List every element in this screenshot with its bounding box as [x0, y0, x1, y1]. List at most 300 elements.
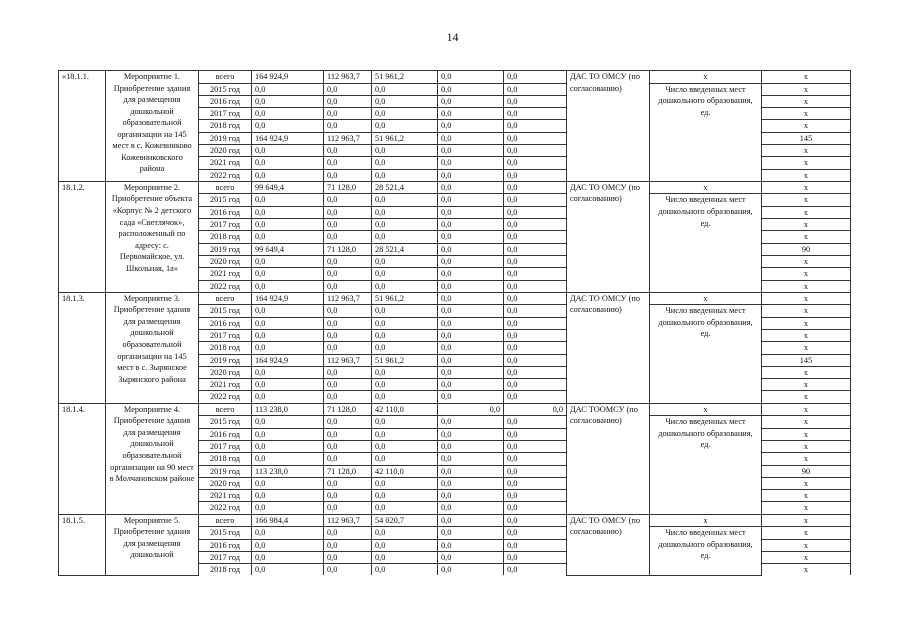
- amount-cell: 0,0: [372, 194, 438, 206]
- indicator-value: х: [762, 169, 851, 181]
- indicator-value: 145: [762, 132, 851, 144]
- amount-cell: 54 020,7: [372, 514, 438, 527]
- amount-cell: 0,0: [252, 305, 324, 317]
- period-cell: 2022 год: [199, 169, 252, 181]
- activity-name: Мероприятие 5. Приобретение здания для размещения дошкольной: [106, 514, 199, 575]
- amount-cell: 0,0: [372, 391, 438, 403]
- amount-cell: 0,0: [372, 366, 438, 378]
- amount-cell: 0,0: [438, 71, 504, 84]
- amount-cell: 113 238,0: [252, 465, 324, 477]
- amount-cell: 0,0: [324, 194, 372, 206]
- amount-cell: 0,0: [324, 305, 372, 317]
- amount-cell: 0,0: [438, 465, 504, 477]
- indicator-placeholder: х: [650, 514, 762, 527]
- amount-cell: 0,0: [372, 280, 438, 292]
- amount-cell: 99 649,4: [252, 243, 324, 255]
- period-cell: 2020 год: [199, 366, 252, 378]
- amount-cell: 0,0: [252, 428, 324, 440]
- amount-cell: 0,0: [438, 145, 504, 157]
- amount-cell: 0,0: [252, 317, 324, 329]
- indicator-value: х: [762, 564, 851, 576]
- amount-cell: 112 963,7: [324, 132, 372, 144]
- amount-cell: 0,0: [504, 551, 567, 563]
- amount-cell: 0,0: [438, 527, 504, 539]
- amount-cell: 0,0: [438, 305, 504, 317]
- amount-cell: 0,0: [372, 305, 438, 317]
- amount-cell: 113 238,0: [252, 403, 324, 416]
- program-activities-table: [58, 70, 851, 576]
- amount-cell: 0,0: [504, 157, 567, 169]
- amount-cell: 0,0: [372, 440, 438, 452]
- period-cell: 2018 год: [199, 564, 252, 576]
- period-cell: 2022 год: [199, 280, 252, 292]
- amount-cell: 0,0: [252, 564, 324, 576]
- amount-cell: 0,0: [252, 83, 324, 95]
- amount-cell: 0,0: [504, 120, 567, 132]
- indicator-name: Число введенных мест дошкольного образования, ед.: [650, 527, 762, 576]
- period-cell: 2018 год: [199, 231, 252, 243]
- period-cell: всего: [199, 71, 252, 84]
- indicator-name: Число введенных мест дошкольного образования, ед.: [650, 305, 762, 403]
- amount-cell: 0,0: [438, 194, 504, 206]
- period-cell: 2016 год: [199, 317, 252, 329]
- amount-cell: 0,0: [438, 490, 504, 502]
- amount-cell: 0,0: [372, 83, 438, 95]
- amount-cell: 0,0: [504, 539, 567, 551]
- amount-cell: 0,0: [324, 551, 372, 563]
- amount-cell: 0,0: [324, 428, 372, 440]
- amount-cell: 0,0: [252, 145, 324, 157]
- amount-cell: 0,0: [324, 564, 372, 576]
- amount-cell: 0,0: [324, 490, 372, 502]
- amount-cell: 0,0: [504, 194, 567, 206]
- amount-cell: 0,0: [504, 465, 567, 477]
- amount-cell: 0,0: [324, 95, 372, 107]
- amount-cell: 0,0: [504, 502, 567, 514]
- amount-cell: 0,0: [252, 169, 324, 181]
- amount-cell: 0,0: [324, 231, 372, 243]
- amount-cell: 0,0: [372, 95, 438, 107]
- amount-cell: 28 521,4: [372, 181, 438, 194]
- amount-cell: 0,0: [438, 564, 504, 576]
- amount-cell: 0,0: [324, 145, 372, 157]
- amount-cell: 0,0: [252, 206, 324, 218]
- indicator-value: х: [762, 490, 851, 502]
- amount-cell: 0,0: [438, 440, 504, 452]
- period-cell: 2021 год: [199, 268, 252, 280]
- amount-cell: 112 963,7: [324, 71, 372, 84]
- amount-cell: 0,0: [372, 108, 438, 120]
- period-cell: всего: [199, 403, 252, 416]
- amount-cell: 0,0: [504, 514, 567, 527]
- amount-cell: 0,0: [504, 379, 567, 391]
- amount-cell: 0,0: [372, 527, 438, 539]
- indicator-value: х: [762, 514, 851, 527]
- amount-cell: 0,0: [438, 514, 504, 527]
- amount-cell: 164 924,9: [252, 71, 324, 84]
- indicator-value: х: [762, 403, 851, 416]
- amount-cell: 0,0: [252, 379, 324, 391]
- executor-cell: ДАС ТО ОМСУ (по согласованию): [567, 514, 650, 575]
- amount-cell: 0,0: [504, 416, 567, 428]
- amount-cell: 0,0: [372, 169, 438, 181]
- amount-cell: 99 649,4: [252, 181, 324, 194]
- period-cell: 2016 год: [199, 539, 252, 551]
- indicator-value: 145: [762, 354, 851, 366]
- amount-cell: 71 128,0: [324, 403, 372, 416]
- indicator-value: х: [762, 181, 851, 194]
- amount-cell: 0,0: [438, 539, 504, 551]
- amount-cell: 0,0: [504, 305, 567, 317]
- amount-cell: 0,0: [324, 268, 372, 280]
- indicator-value: х: [762, 120, 851, 132]
- amount-cell: 0,0: [504, 403, 567, 416]
- amount-cell: 0,0: [438, 268, 504, 280]
- amount-cell: 0,0: [252, 453, 324, 465]
- period-cell: 2021 год: [199, 157, 252, 169]
- period-cell: всего: [199, 514, 252, 527]
- amount-cell: 0,0: [324, 317, 372, 329]
- amount-cell: 0,0: [372, 145, 438, 157]
- amount-cell: 0,0: [324, 453, 372, 465]
- amount-cell: 0,0: [504, 219, 567, 231]
- amount-cell: 0,0: [504, 71, 567, 84]
- amount-cell: 0,0: [438, 391, 504, 403]
- table-row: [59, 71, 851, 84]
- period-cell: 2022 год: [199, 391, 252, 403]
- amount-cell: 0,0: [438, 280, 504, 292]
- amount-cell: 0,0: [504, 280, 567, 292]
- period-cell: 2017 год: [199, 551, 252, 563]
- amount-cell: 0,0: [438, 120, 504, 132]
- amount-cell: 0,0: [372, 342, 438, 354]
- indicator-placeholder: х: [650, 181, 762, 194]
- amount-cell: 0,0: [504, 132, 567, 144]
- indicator-value: х: [762, 477, 851, 489]
- amount-cell: 0,0: [372, 206, 438, 218]
- period-cell: 2016 год: [199, 95, 252, 107]
- period-cell: 2018 год: [199, 120, 252, 132]
- period-cell: всего: [199, 181, 252, 194]
- amount-cell: 0,0: [438, 243, 504, 255]
- amount-cell: 0,0: [324, 157, 372, 169]
- amount-cell: 0,0: [438, 255, 504, 267]
- indicator-value: х: [762, 391, 851, 403]
- amount-cell: 0,0: [324, 527, 372, 539]
- amount-cell: 0,0: [438, 453, 504, 465]
- executor-cell: ДАС ТО ОМСУ (по согласованию): [567, 292, 650, 403]
- amount-cell: 0,0: [372, 477, 438, 489]
- amount-cell: 42 110,0: [372, 465, 438, 477]
- amount-cell: 0,0: [438, 157, 504, 169]
- indicator-value: х: [762, 527, 851, 539]
- period-cell: 2018 год: [199, 453, 252, 465]
- amount-cell: 0,0: [324, 219, 372, 231]
- amount-cell: 0,0: [324, 416, 372, 428]
- amount-cell: 71 128,0: [324, 465, 372, 477]
- indicator-value: х: [762, 95, 851, 107]
- period-cell: 2020 год: [199, 255, 252, 267]
- indicator-value: х: [762, 329, 851, 341]
- amount-cell: 0,0: [252, 551, 324, 563]
- indicator-value: х: [762, 416, 851, 428]
- amount-cell: 0,0: [438, 317, 504, 329]
- activity-name: Мероприятие 2. Приобретение объекта «Корпус № 2 детского сада «Светлячок», расположенный по адресу: с. Первомайское, ул. Школьная, 1а»: [106, 181, 199, 292]
- amount-cell: 0,0: [438, 231, 504, 243]
- amount-cell: 0,0: [504, 477, 567, 489]
- indicator-value: х: [762, 453, 851, 465]
- amount-cell: 0,0: [438, 329, 504, 341]
- amount-cell: 0,0: [324, 502, 372, 514]
- amount-cell: 0,0: [324, 169, 372, 181]
- amount-cell: 0,0: [438, 477, 504, 489]
- indicator-value: х: [762, 71, 851, 84]
- indicator-value: х: [762, 305, 851, 317]
- amount-cell: 51 961,2: [372, 132, 438, 144]
- amount-cell: 0,0: [504, 181, 567, 194]
- period-cell: 2015 год: [199, 527, 252, 539]
- amount-cell: 0,0: [504, 268, 567, 280]
- amount-cell: 0,0: [438, 342, 504, 354]
- period-cell: 2019 год: [199, 465, 252, 477]
- amount-cell: 0,0: [252, 268, 324, 280]
- indicator-value: х: [762, 428, 851, 440]
- amount-cell: 0,0: [372, 255, 438, 267]
- amount-cell: 0,0: [504, 243, 567, 255]
- indicator-value: 90: [762, 243, 851, 255]
- amount-cell: 0,0: [504, 317, 567, 329]
- indicator-value: х: [762, 206, 851, 218]
- amount-cell: 0,0: [252, 219, 324, 231]
- period-cell: 2019 год: [199, 354, 252, 366]
- period-cell: всего: [199, 292, 252, 305]
- amount-cell: 0,0: [252, 490, 324, 502]
- amount-cell: 0,0: [252, 366, 324, 378]
- indicator-value: х: [762, 539, 851, 551]
- amount-cell: 0,0: [372, 539, 438, 551]
- indicator-value: х: [762, 268, 851, 280]
- table-row: [59, 514, 851, 527]
- amount-cell: 0,0: [372, 219, 438, 231]
- indicator-name: Число введенных мест дошкольного образования, ед.: [650, 416, 762, 514]
- amount-cell: 0,0: [252, 329, 324, 341]
- indicator-name: Число введенных мест дошкольного образования, ед.: [650, 83, 762, 181]
- amount-cell: 0,0: [324, 440, 372, 452]
- indicator-value: х: [762, 551, 851, 563]
- amount-cell: 0,0: [438, 83, 504, 95]
- executor-cell: ДАС ТО ОМСУ (по согласованию): [567, 181, 650, 292]
- amount-cell: 0,0: [438, 551, 504, 563]
- amount-cell: 0,0: [372, 268, 438, 280]
- amount-cell: 0,0: [252, 255, 324, 267]
- activity-code: «18.1.1.: [59, 71, 106, 182]
- amount-cell: 0,0: [372, 379, 438, 391]
- amount-cell: 112 963,7: [324, 354, 372, 366]
- amount-cell: 0,0: [504, 83, 567, 95]
- amount-cell: 0,0: [504, 206, 567, 218]
- amount-cell: 0,0: [324, 379, 372, 391]
- period-cell: 2017 год: [199, 108, 252, 120]
- amount-cell: 0,0: [438, 108, 504, 120]
- indicator-value: х: [762, 108, 851, 120]
- amount-cell: 0,0: [438, 181, 504, 194]
- period-cell: 2022 год: [199, 502, 252, 514]
- period-cell: 2015 год: [199, 83, 252, 95]
- amount-cell: 0,0: [372, 231, 438, 243]
- amount-cell: 0,0: [324, 477, 372, 489]
- period-cell: 2017 год: [199, 440, 252, 452]
- table-row: [59, 403, 851, 416]
- amount-cell: 0,0: [438, 379, 504, 391]
- amount-cell: 0,0: [504, 490, 567, 502]
- amount-cell: 0,0: [372, 564, 438, 576]
- indicator-value: х: [762, 379, 851, 391]
- indicator-value: 90: [762, 465, 851, 477]
- period-cell: 2015 год: [199, 416, 252, 428]
- amount-cell: 0,0: [324, 366, 372, 378]
- amount-cell: 0,0: [324, 120, 372, 132]
- period-cell: 2015 год: [199, 194, 252, 206]
- indicator-value: х: [762, 219, 851, 231]
- activity-name: Мероприятие 1. Приобретение здания для размещения дошкольной образовательной организации на 145 мест в с. Кожевниково Кожевниковского района: [106, 71, 199, 182]
- amount-cell: 0,0: [372, 416, 438, 428]
- activity-code: 18.1.5.: [59, 514, 106, 575]
- amount-cell: 112 963,7: [324, 514, 372, 527]
- table-row: [59, 292, 851, 305]
- amount-cell: 0,0: [438, 366, 504, 378]
- amount-cell: 166 984,4: [252, 514, 324, 527]
- page-number: 14: [446, 30, 459, 44]
- indicator-value: х: [762, 231, 851, 243]
- period-cell: 2017 год: [199, 219, 252, 231]
- period-cell: 2019 год: [199, 132, 252, 144]
- amount-cell: 51 961,2: [372, 354, 438, 366]
- amount-cell: 0,0: [438, 354, 504, 366]
- indicator-value: х: [762, 157, 851, 169]
- executor-cell: ДАС ТООМСУ (по согласованию): [567, 403, 650, 514]
- amount-cell: 0,0: [324, 83, 372, 95]
- amount-cell: 0,0: [252, 194, 324, 206]
- amount-cell: 0,0: [252, 440, 324, 452]
- amount-cell: 28 521,4: [372, 243, 438, 255]
- amount-cell: 0,0: [438, 428, 504, 440]
- amount-cell: 51 961,2: [372, 292, 438, 305]
- amount-cell: 0,0: [252, 527, 324, 539]
- amount-cell: 0,0: [324, 539, 372, 551]
- period-cell: 2020 год: [199, 477, 252, 489]
- indicator-placeholder: х: [650, 71, 762, 84]
- period-cell: 2018 год: [199, 342, 252, 354]
- amount-cell: 0,0: [252, 416, 324, 428]
- amount-cell: 71 128,0: [324, 243, 372, 255]
- indicator-value: х: [762, 317, 851, 329]
- amount-cell: 0,0: [372, 502, 438, 514]
- amount-cell: 0,0: [504, 231, 567, 243]
- amount-cell: 0,0: [324, 342, 372, 354]
- amount-cell: 0,0: [504, 145, 567, 157]
- period-cell: 2020 год: [199, 145, 252, 157]
- amount-cell: 0,0: [252, 280, 324, 292]
- activity-code: 18.1.3.: [59, 292, 106, 403]
- amount-cell: 0,0: [504, 329, 567, 341]
- amount-cell: 0,0: [372, 120, 438, 132]
- amount-cell: 0,0: [372, 317, 438, 329]
- amount-cell: 0,0: [438, 206, 504, 218]
- amount-cell: 0,0: [504, 108, 567, 120]
- amount-cell: 0,0: [438, 169, 504, 181]
- activity-code: 18.1.2.: [59, 181, 106, 292]
- indicator-value: х: [762, 440, 851, 452]
- amount-cell: 0,0: [372, 490, 438, 502]
- amount-cell: 164 924,9: [252, 292, 324, 305]
- amount-cell: 164 924,9: [252, 132, 324, 144]
- amount-cell: 0,0: [324, 255, 372, 267]
- amount-cell: 0,0: [438, 95, 504, 107]
- amount-cell: 0,0: [324, 391, 372, 403]
- amount-cell: 0,0: [504, 453, 567, 465]
- executor-cell: ДАС ТО ОМСУ (по согласованию): [567, 71, 650, 182]
- indicator-value: х: [762, 366, 851, 378]
- indicator-value: х: [762, 194, 851, 206]
- amount-cell: 0,0: [324, 206, 372, 218]
- amount-cell: 42 110,0: [372, 403, 438, 416]
- amount-cell: 51 961,2: [372, 71, 438, 84]
- amount-cell: 0,0: [504, 366, 567, 378]
- amount-cell: 0,0: [438, 403, 504, 416]
- indicator-placeholder: х: [650, 403, 762, 416]
- amount-cell: 0,0: [372, 428, 438, 440]
- amount-cell: 0,0: [504, 428, 567, 440]
- amount-cell: 0,0: [372, 329, 438, 341]
- amount-cell: 0,0: [504, 564, 567, 576]
- amount-cell: 0,0: [504, 391, 567, 403]
- period-cell: 2015 год: [199, 305, 252, 317]
- amount-cell: 0,0: [504, 169, 567, 181]
- indicator-name: Число введенных мест дошкольного образования, ед.: [650, 194, 762, 292]
- indicator-value: х: [762, 292, 851, 305]
- amount-cell: 0,0: [324, 108, 372, 120]
- amount-cell: 0,0: [438, 502, 504, 514]
- amount-cell: 0,0: [252, 477, 324, 489]
- amount-cell: 0,0: [252, 391, 324, 403]
- indicator-value: х: [762, 280, 851, 292]
- activity-name: Мероприятие 3. Приобретение здания для размещения дошкольной образовательной организации на 145 мест в с. Зырянское Зырянского района: [106, 292, 199, 403]
- indicator-value: х: [762, 342, 851, 354]
- period-cell: 2016 год: [199, 206, 252, 218]
- amount-cell: 112 963,7: [324, 292, 372, 305]
- period-cell: 2019 год: [199, 243, 252, 255]
- amount-cell: 0,0: [438, 292, 504, 305]
- amount-cell: 0,0: [438, 219, 504, 231]
- amount-cell: 0,0: [504, 527, 567, 539]
- amount-cell: 164 924,9: [252, 354, 324, 366]
- amount-cell: 0,0: [252, 120, 324, 132]
- amount-cell: 0,0: [252, 539, 324, 551]
- amount-cell: 0,0: [324, 329, 372, 341]
- amount-cell: 0,0: [504, 354, 567, 366]
- period-cell: 2021 год: [199, 379, 252, 391]
- amount-cell: 0,0: [252, 502, 324, 514]
- activity-name: Мероприятие 4. Приобретение здания для размещения дошкольной образовательной организации на 90 мест в Молчановском районе: [106, 403, 199, 514]
- indicator-value: х: [762, 255, 851, 267]
- amount-cell: 0,0: [504, 255, 567, 267]
- indicator-placeholder: х: [650, 292, 762, 305]
- amount-cell: 0,0: [372, 157, 438, 169]
- amount-cell: 0,0: [252, 108, 324, 120]
- amount-cell: 0,0: [372, 453, 438, 465]
- activity-code: 18.1.4.: [59, 403, 106, 514]
- indicator-value: х: [762, 83, 851, 95]
